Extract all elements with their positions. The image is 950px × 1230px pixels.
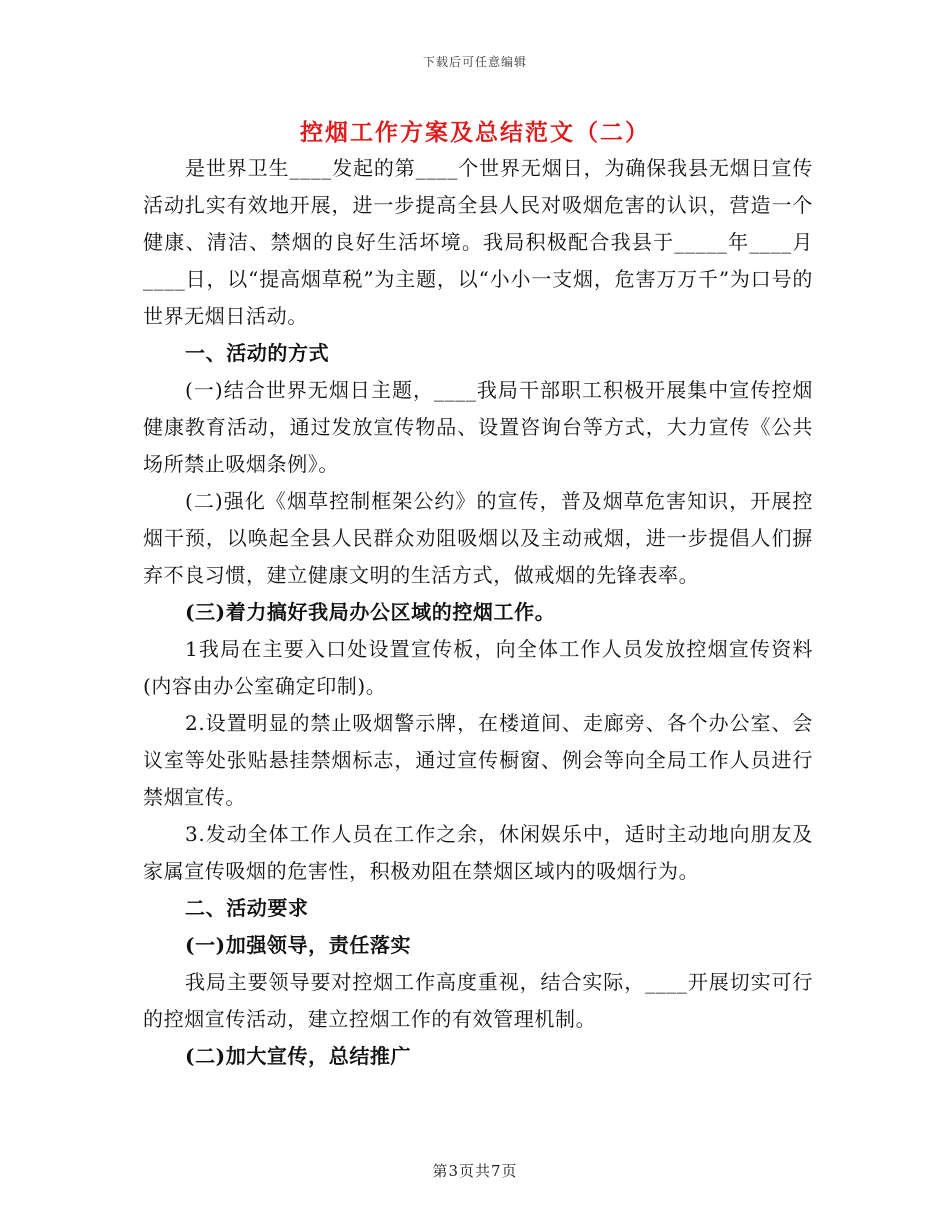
section-heading-1: 一、活动的方式 [185, 341, 330, 365]
page-footer: 第3页共7页 [432, 1162, 518, 1180]
paragraph-intro: 是世界卫生____发起的第____个世界无烟日，为确保我县无烟日宣传活动扎实有效地开展，进一步提高全县人民对吸烟危害的认识，营造一个健康、清洁、禁烟的良好生活坏境。我局积极配合我县于_____年____月____日，以“提高烟草税”为主题，以“小小一支烟，危害万万千”为口号的世界无烟日活动。 [143, 156, 813, 328]
paragraph-2-1: 我局主要领导要对控烟工作高度重视，结合实际，____开展切实可行的控烟宣传活动，建立控烟工作的有效管理机制。 [143, 970, 813, 1031]
section-heading-2: 二、活动要求 [185, 896, 309, 920]
paragraph-item-1: 1我局在主要入口处设置宣传板，向全体工作人员发放控烟宣传资料(内容由办公室确定印制)。 [143, 637, 813, 698]
subheading-2-1: (一)加强领导，责任落实 [185, 933, 412, 957]
document-body [143, 150, 813, 1075]
document-title: 控烟工作方案及总结范文（二） [300, 119, 650, 146]
header-note: 下载后可任意编辑 [422, 55, 527, 69]
paragraph-item-3: 3.发动全体工作人员在工作之余，休闲娱乐中，适时主动地向朋友及家属宣传吸烟的危害性，积极劝阻在禁烟区域内的吸烟行为。 [143, 822, 813, 883]
subheading-1-3: (三)着力搞好我局办公区域的控烟工作。 [185, 600, 556, 624]
paragraph-1-1: (一)结合世界无烟日主题，____我局干部职工积极开展集中宣传控烟健康教育活动，通过发放宣传物品、设置咨询台等方式，大力宣传《公共场所禁止吸烟条例》。 [143, 378, 813, 476]
paragraph-1-2: (二)强化《烟草控制框架公约》的宣传，普及烟草危害知识，开展控烟干预，以唤起全县人民群众劝阻吸烟以及主动戒烟，进一步提倡人们摒弃不良习惯，建立健康文明的生活方式，做戒烟的先锋表率。 [143, 489, 813, 587]
paragraph-item-2: 2.设置明显的禁止吸烟警示牌，在楼道间、走廊旁、各个办公室、会议室等处张贴悬挂禁烟标志，通过宣传橱窗、例会等向全局工作人员进行禁烟宣传。 [143, 711, 813, 809]
subheading-2-2: (二)加大宣传，总结推广 [185, 1044, 412, 1068]
